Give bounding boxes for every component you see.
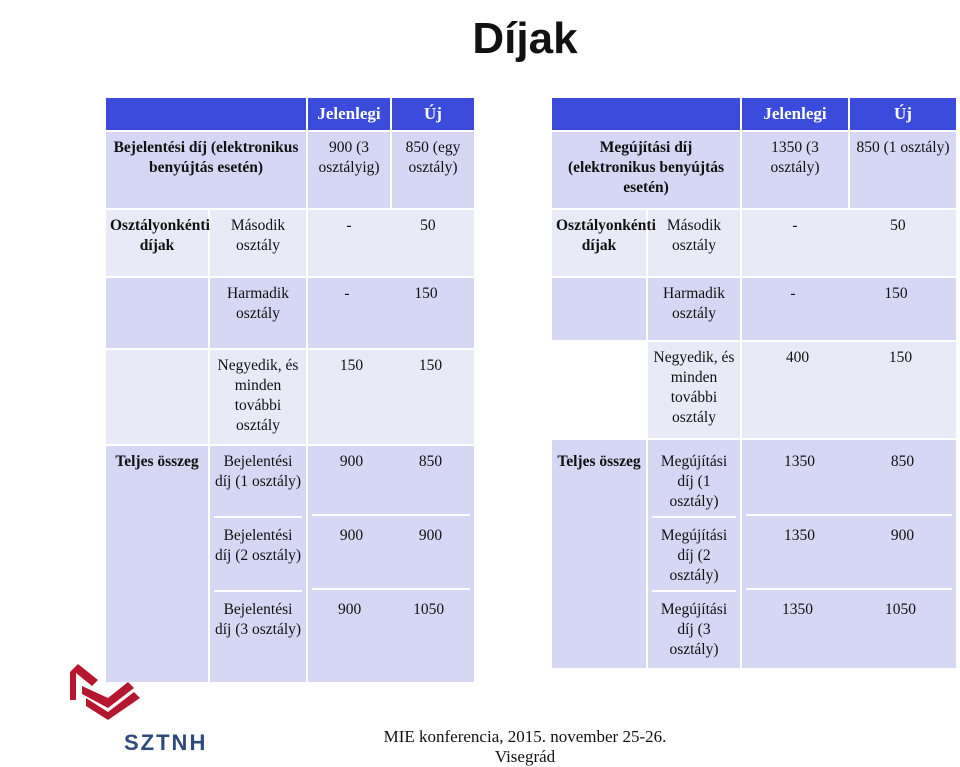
row-values [741, 277, 957, 341]
footer [370, 727, 680, 767]
row-values [307, 209, 475, 277]
value-new: 850 [890, 453, 915, 470]
value-current: 900 [337, 601, 362, 618]
value-current: 400 [785, 349, 810, 366]
total-values [307, 445, 475, 683]
value-new: 150 [884, 285, 908, 302]
row-label: Negyedik, és minden további osztály [647, 341, 741, 439]
footer-line-2: Visegrád [494, 747, 556, 766]
header-blank [551, 97, 741, 131]
row-label: Második osztály [647, 209, 741, 277]
logo-text: SZTNH [124, 730, 208, 755]
value-current: - [344, 285, 350, 302]
value-new: 1050 [413, 601, 445, 618]
blank-cell [551, 277, 647, 341]
value-current: - [792, 217, 798, 234]
total-values [741, 439, 957, 669]
value-current: 1350 [782, 601, 813, 618]
fee-new: 850 (egy osztály) [391, 131, 475, 209]
row-label: Harmadik osztály [209, 277, 307, 349]
value-current: - [790, 285, 796, 302]
row-values [741, 209, 957, 277]
row-values [307, 277, 475, 349]
total-row-label: Bejelentési díj (2 osztály) [214, 516, 302, 586]
col-current-header: Jelenlegi [741, 97, 849, 131]
total-labels [647, 439, 741, 669]
value-current: - [346, 217, 352, 234]
value-new: 1050 [885, 601, 916, 618]
fee-label: Bejelentési díj (elektronikus benyújtás esetén) [105, 131, 307, 209]
total-row-label: Megújítási díj (1 osztály) [660, 453, 728, 510]
total-row-label: Bejelentési díj (3 osztály) [214, 590, 302, 660]
value-new: 900 [890, 527, 915, 544]
col-new-header: Új [849, 97, 957, 131]
value-current: 150 [339, 357, 364, 374]
col-current-header: Jelenlegi [307, 97, 391, 131]
fee-current: 900 (3 osztályig) [307, 131, 391, 209]
blank-cell [551, 341, 647, 439]
sztnh-logo [62, 660, 212, 760]
value-new: 150 [418, 357, 443, 374]
header-blank [105, 97, 307, 131]
registration-fee-table [104, 96, 476, 684]
value-current: 900 [339, 453, 364, 470]
total-label: Teljes összeg [105, 445, 209, 683]
value-current: 1350 [783, 527, 815, 544]
class-group-label: Osztályonkénti díjak [105, 209, 209, 277]
row-label: Harmadik osztály [647, 277, 741, 341]
total-row-label: Bejelentési díj (1 osztály) [214, 453, 302, 490]
blank-cell [105, 277, 209, 349]
row-values [741, 341, 957, 439]
value-new: 50 [890, 217, 906, 234]
class-group-label: Osztályonkénti díjak [551, 209, 647, 277]
fee-new: 850 (1 osztály) [849, 131, 957, 209]
logo-emblem-icon [70, 664, 140, 720]
footer-line-1: MIE konferencia, 2015. november 25-26. [383, 727, 667, 746]
value-new: 850 [418, 453, 443, 470]
value-new: 150 [888, 349, 913, 366]
row-label: Második osztály [209, 209, 307, 277]
value-new: 900 [418, 527, 443, 544]
value-new: 150 [414, 285, 438, 302]
value-new: 50 [420, 217, 436, 234]
blank-cell [105, 349, 209, 445]
value-current: 1350 [783, 453, 815, 470]
row-label: Negyedik, és minden további osztály [209, 349, 307, 445]
page-title: Díjak [472, 14, 578, 63]
total-labels [209, 445, 307, 683]
fee-current: 1350 (3 osztály) [741, 131, 849, 209]
fee-label: Megújítási díj (elektronikus benyújtás esetén) [551, 131, 741, 209]
col-new-header: Új [391, 97, 475, 131]
total-row-label: Megújítási díj (3 osztály) [652, 590, 736, 660]
value-current: 900 [339, 527, 364, 544]
total-row-label: Megújítási díj (2 osztály) [652, 516, 736, 586]
row-values [307, 349, 475, 445]
total-label: Teljes összeg [551, 439, 647, 669]
renewal-fee-table [550, 96, 958, 670]
